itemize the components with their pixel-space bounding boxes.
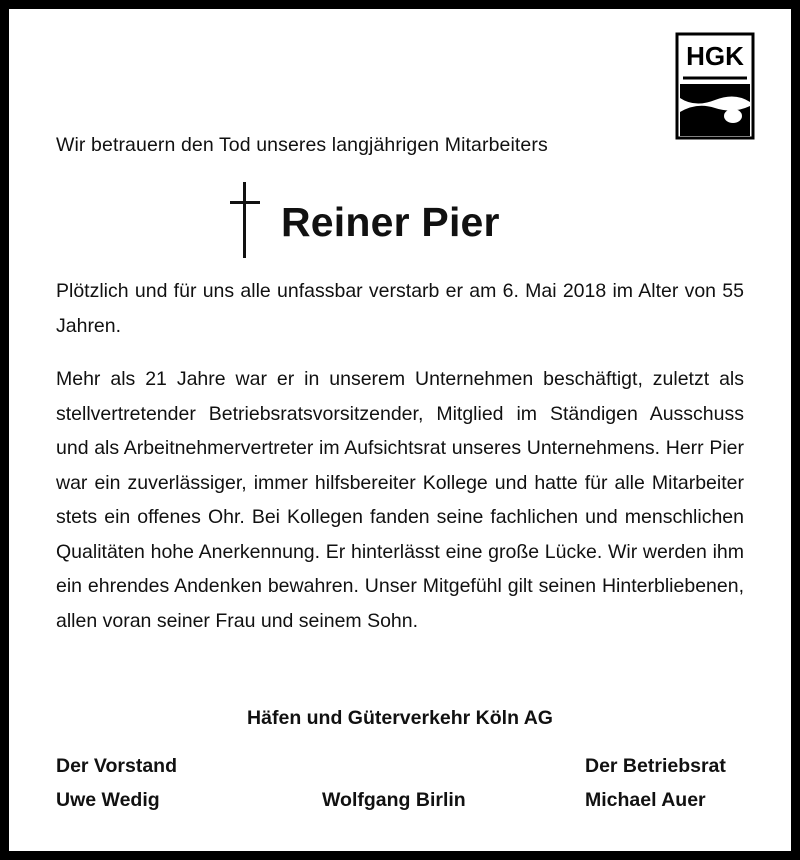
hgk-logo xyxy=(675,32,755,140)
intro-text: Wir betrauern den Tod unseres langjährigen Mitarbeiters xyxy=(56,134,548,156)
death-paragraph: Plötzlich und für uns alle unfassbar verstarb er am 6. Mai 2018 im Alter von 55 Jahren. xyxy=(56,280,744,337)
middle-signatory: Wolfgang Birlin xyxy=(322,789,466,811)
company-name: Häfen und Güterverkehr Köln AG xyxy=(247,707,553,729)
board-label: Der Vorstand xyxy=(56,755,177,777)
deceased-name: Reiner Pier xyxy=(281,199,500,245)
tribute-paragraph: Mehr als 21 Jahre war er in unserem Unternehmen beschäftigt, zuletzt als stellvertretender Betriebsratsvorsitzender, Mitglied im Ständigen Ausschuss und als Arbeitnehmervertreter im Aufsichtsrat unseres Unternehmens. Herr Pier war ein zuverlässiger, immer hilfsbereiter Kollege und hatte für alle Mitarbeiter stets ein offenes Ohr. Bei Kollegen fanden seine fachlichen und menschlichen Qualitäten hohe Anerkennung. Er hinterlässt eine große Lücke. Wir werden ihm ein ehrendes Andenken bewahren. Unser Mitgefühl gilt seinen Hinterbliebenen, allen voran seiner Frau und seinem Sohn. xyxy=(56,368,744,632)
works-council-label: Der Betriebsrat xyxy=(585,755,726,777)
logo-text: HGK xyxy=(686,41,744,71)
cross-icon xyxy=(230,182,260,258)
board-signatory: Uwe Wedig xyxy=(56,789,160,811)
works-council-signatory: Michael Auer xyxy=(585,789,706,811)
